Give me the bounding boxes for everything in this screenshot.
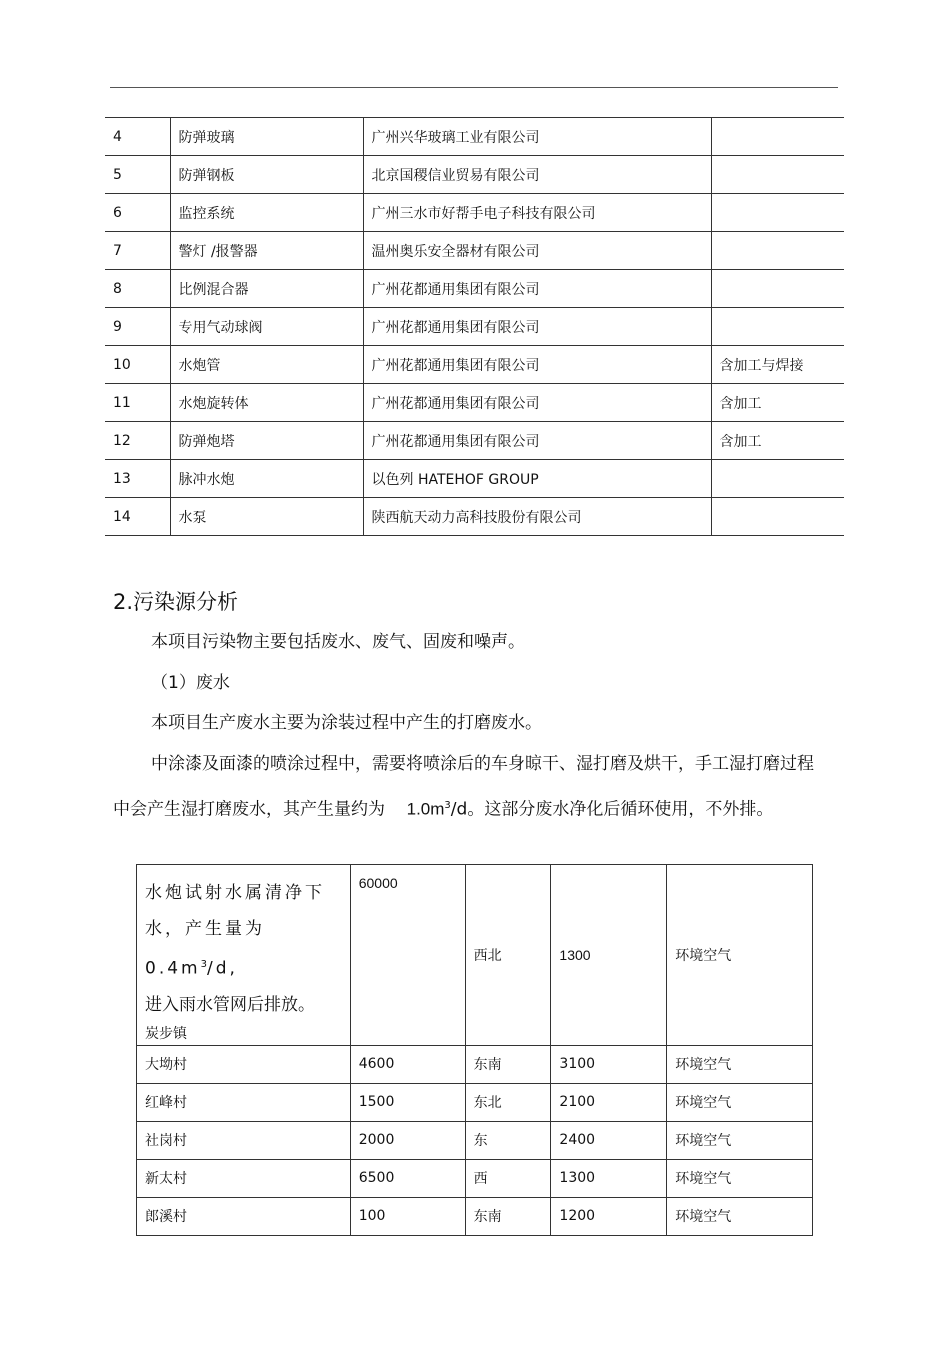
village-cell: 郎溪村 (137, 1197, 351, 1235)
direction-cell: 东南 (465, 1045, 551, 1083)
note-cell (711, 308, 844, 346)
population-cell: 4600 (350, 1045, 465, 1083)
table-row (105, 422, 844, 460)
header-rule (110, 87, 838, 88)
table-row (105, 232, 844, 270)
table-row (105, 194, 844, 232)
wastewater-volume-value: 1.0m (406, 799, 445, 819)
supplier-cell: 广州花都通用集团有限公司 (363, 422, 711, 460)
item-cell: 专用气动球阀 (170, 308, 363, 346)
category-cell: 环境空气 (667, 1121, 813, 1159)
distance-cell: 3100 (551, 1045, 667, 1083)
row-number-cell: 4 (105, 118, 170, 156)
supplier-cell: 广州花都通用集团有限公司 (363, 346, 711, 384)
note-cell: 含加工 (711, 422, 844, 460)
supplier-cell: 广州花都通用集团有限公司 (363, 308, 711, 346)
row-number-cell: 12 (105, 422, 170, 460)
table-row (137, 1083, 813, 1121)
table-row (137, 1197, 813, 1235)
item-cell: 水泵 (170, 498, 363, 536)
supplier-cell: 陕西航天动力高科技股份有限公司 (363, 498, 711, 536)
population-cell: 60000 (350, 865, 465, 1046)
population-cell: 1500 (350, 1083, 465, 1121)
table-row (105, 346, 844, 384)
table-row (137, 1121, 813, 1159)
village-cell: 社岗村 (137, 1121, 351, 1159)
item-cell: 防弹玻璃 (170, 118, 363, 156)
row-number-cell: 7 (105, 232, 170, 270)
supplier-cell: 以色列 HATEHOF GROUP (363, 460, 711, 498)
item-cell: 脉冲水炮 (170, 460, 363, 498)
table-row (105, 384, 844, 422)
overlap-line (145, 911, 350, 987)
category-cell: 环境空气 (667, 1159, 813, 1197)
supplier-cell: 广州花都通用集团有限公司 (363, 270, 711, 308)
table-row (105, 118, 844, 156)
paragraph-wastewater-heading: （1）废水 (151, 673, 230, 693)
population-cell: 2000 (350, 1121, 465, 1159)
note-cell (711, 460, 844, 498)
direction-cell: 西北 (465, 865, 551, 1046)
row-number-cell: 5 (105, 156, 170, 194)
category-cell: 环境空气 (667, 1197, 813, 1235)
village-cell: 新太村 (137, 1159, 351, 1197)
category-cell: 环境空气 (667, 1045, 813, 1083)
item-cell: 比例混合器 (170, 270, 363, 308)
note-cell (711, 270, 844, 308)
note-cell (711, 194, 844, 232)
row-number-cell: 13 (105, 460, 170, 498)
overlap-text (145, 875, 350, 1045)
village-cell: 大坳村 (137, 1045, 351, 1083)
note-cell (711, 118, 844, 156)
overlap-line-text: 水，产生量为 0.4m (145, 919, 265, 979)
supplier-cell: 广州兴华玻璃工业有限公司 (363, 118, 711, 156)
paragraph-wastewater-volume (113, 743, 825, 831)
item-cell: 防弹炮塔 (170, 422, 363, 460)
row-number-cell: 9 (105, 308, 170, 346)
item-cell: 水炮管 (170, 346, 363, 384)
supplier-table (105, 117, 844, 536)
note-cell (711, 156, 844, 194)
note-cell: 含加工与焊接 (711, 346, 844, 384)
note-cell (711, 498, 844, 536)
note-cell (711, 232, 844, 270)
category-cell: 环境空气 (667, 1083, 813, 1121)
distance-cell: 1200 (551, 1197, 667, 1235)
row-number-cell: 10 (105, 346, 170, 384)
overlap-line: 进入雨水管网后排放。 (145, 994, 315, 1015)
population-cell: 6500 (350, 1159, 465, 1197)
item-cell: 水炮旋转体 (170, 384, 363, 422)
supplier-cell: 广州三水市好帮手电子科技有限公司 (363, 194, 711, 232)
table-row (105, 460, 844, 498)
table-row (105, 156, 844, 194)
distance-cell: 1300 (551, 865, 667, 1046)
supplier-cell: 北京国稷信业贸易有限公司 (363, 156, 711, 194)
table-row (137, 1159, 813, 1197)
distance-cell: 1300 (551, 1159, 667, 1197)
table-row (105, 498, 844, 536)
direction-cell: 东北 (465, 1083, 551, 1121)
section-title: 2.污染源分析 (113, 590, 239, 614)
item-cell: 防弹钢板 (170, 156, 363, 194)
overlap-line-text: /d, (206, 958, 238, 979)
overlap-line: 水炮试射水属清净下 (145, 883, 325, 903)
supplier-cell: 广州花都通用集团有限公司 (363, 384, 711, 422)
population-cell: 100 (350, 1197, 465, 1235)
town-name: 炭步镇 (145, 1025, 187, 1042)
row-number-cell: 11 (105, 384, 170, 422)
table-row (105, 308, 844, 346)
volume-superscript: 3 (444, 800, 451, 811)
paragraph-pollutants: 本项目污染物主要包括废水、废气、固废和噪声。 (151, 632, 525, 652)
item-cell: 监控系统 (170, 194, 363, 232)
row-number-cell: 14 (105, 498, 170, 536)
village-cell: 红峰村 (137, 1083, 351, 1121)
table-row (105, 270, 844, 308)
row-number-cell: 6 (105, 194, 170, 232)
paragraph-text-b: /d。这部分废水净化后循环使用，不外排。 (450, 799, 774, 820)
distance-cell: 2100 (551, 1083, 667, 1121)
distance-cell: 2400 (551, 1121, 667, 1159)
supplier-cell: 温州奥乐安全器材有限公司 (363, 232, 711, 270)
category-cell: 环境空气 (667, 865, 813, 1046)
direction-cell: 西 (465, 1159, 551, 1197)
overlap-cell (137, 865, 351, 1046)
item-cell: 警灯 /报警器 (170, 232, 363, 270)
environment-table (136, 864, 813, 1236)
table-row (137, 1045, 813, 1083)
direction-cell: 东 (465, 1121, 551, 1159)
overlap-superscript: 3 (200, 959, 207, 970)
paragraph-text-a: 中涂漆及面漆的喷涂过程中，需要将喷涂后的车身晾干、湿打磨及烘干，手工湿打磨过程中会产生湿打磨废水，其产生量约为 (113, 754, 814, 820)
direction-cell: 东南 (465, 1197, 551, 1235)
note-cell: 含加工 (711, 384, 844, 422)
row-number-cell: 8 (105, 270, 170, 308)
paragraph-wastewater-source: 本项目生产废水主要为涂装过程中产生的打磨废水。 (151, 713, 542, 733)
table-row (137, 865, 813, 1046)
